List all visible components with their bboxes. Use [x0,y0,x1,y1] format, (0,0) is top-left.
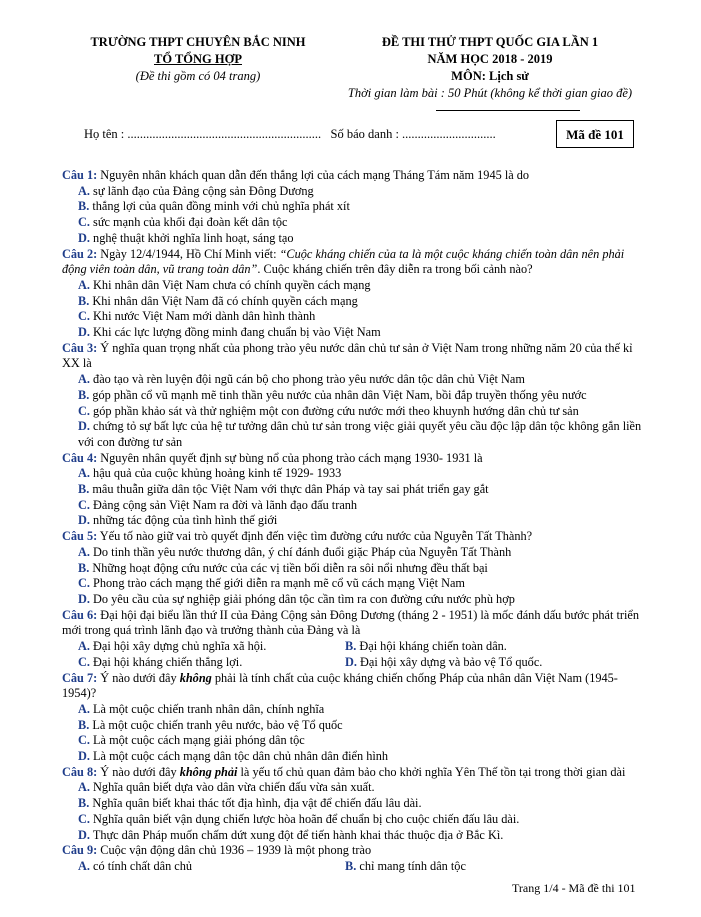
question-stem: Yếu tố nào giữ vai trò quyết định đến việc tìm đường cứu nước của Nguyễn Tất Thành? [97,529,533,544]
question-number: Câu 3: [62,340,98,355]
question-4 [62,451,644,530]
option-d [62,749,644,765]
option-a [62,780,644,796]
option-letter: D. [78,419,90,434]
question-emphasis: không [179,670,212,685]
question-stem-end: . Cuộc kháng chiến trên đây diễn ra trong bối cảnh nào? [257,262,533,277]
option-letter: A. [78,858,90,873]
option-a [78,639,345,655]
option-letter: A. [78,544,90,559]
option-text: hậu quả của cuộc khủng hoảng kinh tế 1929- 1933 [89,466,342,481]
option-letter: B. [345,858,357,873]
option-b [345,859,612,875]
option-text: thắng lợi của quân đồng minh với chủ nghĩa phát xít [89,199,350,214]
candidate-info [84,127,496,142]
question-stem: Đại hội đại biểu lần thứ II của Đảng Cộng sản Đông Dương (tháng 2 - 1951) là mốc đánh dấu bước phát triển mới trong quá trình lãnh đạo và trưởng thành của Đảng và là [62,607,640,638]
option-text: chứng tỏ sự bất lực của hệ tư tưởng dân chủ tư sản trong việc giải quyết yêu cầu độc lập dân tộc không gắn liền với con đường tư sản [78,419,642,449]
option-text: Là một cuộc cách mạng giải phóng dân tộc [89,733,305,748]
option-letter: D. [78,230,90,245]
option-letter: B. [78,560,90,575]
option-b [62,561,644,577]
question-9 [62,843,644,874]
option-text: mâu thuẫn giữa dân tộc Việt Nam với thực dân Pháp và tay sai phát triển gay gắt [89,482,489,497]
question-stem-end: phải là tính chất của cuộc kháng chiến chống Pháp của nhân dân Việt Nam (1945- 1954)? [62,670,618,701]
option-text: Thực dân Pháp muốn chấm dứt xung đột để tiến hành khai thác thuộc địa ở Bắc Kì. [89,827,504,842]
school-year: NĂM HỌC 2018 - 2019 [427,52,553,66]
name-field: Họ tên : .............................................................. [84,127,322,141]
option-c [62,498,644,514]
option-text: góp phần khảo sát và thử nghiệm một con đường cứu nước mới theo khuynh hướng dân chủ tư sản [89,403,579,418]
option-text: Là một cuộc chiến tranh nhân dân, chính nghĩa [89,701,325,716]
question-stem: Ý nào dưới đây [97,670,180,685]
option-text: Đại hội xây dựng và bảo vệ Tổ quốc. [356,654,543,669]
option-letter: B. [78,387,90,402]
option-row [62,639,644,655]
option-b [345,639,612,655]
option-text: Nghĩa quân biết vận dụng chiến lược hòa hoãn để chuẩn bị cho cuộc chiến đấu lâu dài. [89,811,520,826]
option-letter: B. [78,199,90,214]
option-b [62,199,644,215]
option-letter: B. [78,796,90,811]
question-number: Câu 2: [62,246,98,261]
option-letter: C. [78,733,90,748]
question-stem: Nguyên nhân quyết định sự bùng nổ của phong trào cách mạng 1930- 1931 là [97,450,483,465]
option-letter: D. [345,654,357,669]
option-text: Nghĩa quân biết khai thác tốt địa hình, địa vật để chiến đấu lâu dài. [89,796,422,811]
option-letter: B. [78,717,90,732]
header-right [330,34,650,102]
question-emphasis: không phải [179,764,238,779]
option-text: Do yêu cầu của sự nghiệp giải phóng dân tộc cần tìm ra con đường cứu nước phù hợp [89,591,515,606]
option-d [62,419,644,450]
question-number: Câu 6: [62,607,98,622]
option-letter: B. [78,293,90,308]
option-text: chỉ mang tính dân tộc [356,858,466,873]
option-letter: C. [78,497,90,512]
option-letter: A. [78,466,90,481]
question-number: Câu 5: [62,529,98,544]
option-text: Đại hội kháng chiến thắng lợi. [89,654,243,669]
option-letter: B. [345,639,357,654]
exam-code-box: Mã đề 101 [556,120,634,148]
option-letter: D. [78,513,90,528]
duration: Thời gian làm bài : 50 Phút (không kể thời gian giao đề) [347,86,633,100]
school-name: TRƯỜNG THPT CHUYÊN BẮC NINH [90,35,306,49]
option-c [62,576,644,592]
question-quote: “Cuộc kháng chiến của ta là một cuộc kháng chiến toàn dân nên phải động viên toàn dân, vũ trang toàn dân” [62,246,625,277]
question-stem-end: là yếu tố chủ quan đảm bảo cho khởi nghĩa Yên Thế tồn tại trong thời gian dài [237,764,626,779]
option-text: Khi các lực lượng đồng minh đang chuẩn bị vào Việt Nam [89,325,381,340]
department-name: TỔ TỔNG HỢP [154,52,242,66]
option-a [62,372,644,388]
option-c [62,404,644,420]
option-letter: D. [78,749,90,764]
option-d [62,325,644,341]
option-letter: D. [78,325,90,340]
header-left [48,34,348,85]
option-a [62,466,644,482]
option-a [62,702,644,718]
option-row [62,859,644,875]
exam-title: ĐỀ THI THỬ THPT QUỐC GIA LẦN 1 [381,35,599,49]
option-d [62,828,644,844]
question-number: Câu 8: [62,764,98,779]
option-b [62,718,644,734]
pages-note: (Đề thi gồm có 04 trang) [135,69,261,83]
option-a [78,859,345,875]
option-letter: B. [78,482,90,497]
option-text: sự lãnh đạo của Đảng cộng sản Đông Dương [89,183,314,198]
option-text: Nghĩa quân biết dựa vào dân vừa chiến đấu vừa sản xuất. [89,780,375,795]
option-b [62,796,644,812]
option-text: đào tạo và rèn luyện đội ngũ cán bộ cho phong trào yêu nước dân tộc dân chủ Việt Nam [89,372,525,387]
option-letter: C. [78,654,90,669]
option-text: Khi nhân dân Việt Nam chưa có chính quyền cách mạng [89,277,371,292]
option-text: Phong trào cách mạng thế giới diễn ra mạnh mẽ cổ vũ cách mạng Việt Nam [89,576,465,591]
question-3 [62,341,644,451]
option-c [78,655,345,671]
option-c [62,733,644,749]
option-text: Là một cuộc chiến tranh yêu nước, bảo vệ Tổ quốc [89,717,343,732]
question-7 [62,671,644,765]
question-stem: Ý nghĩa quan trọng nhất của phong trào yêu nước dân chủ tư sản ở Việt Nam trong những năm 20 của thế kỉ XX là [62,340,633,371]
option-row [62,655,644,671]
option-letter: C. [78,403,90,418]
question-number: Câu 1: [62,168,98,182]
option-d [345,655,612,671]
option-text: Là một cuộc cách mạng dân tộc dân chủ nhân dân điển hình [89,749,389,764]
question-2 [62,247,644,341]
option-b [62,388,644,404]
option-text: Khi nước Việt Nam mới dành dân hình thành [89,309,316,324]
option-text: sức mạnh của khối đại đoàn kết dân tộc [89,215,288,230]
question-8 [62,765,644,844]
option-letter: A. [78,277,90,292]
option-letter: C. [78,811,90,826]
option-text: Đảng cộng sản Việt Nam ra đời và lãnh đạo đấu tranh [89,497,358,512]
question-number: Câu 7: [62,670,98,685]
option-a [62,545,644,561]
question-stem: Cuộc vận động dân chủ 1936 – 1939 là một phong trào [97,843,372,858]
option-a [62,184,644,200]
option-letter: A. [78,183,90,198]
option-d [62,231,644,247]
option-c [62,309,644,325]
option-letter: D. [78,591,90,606]
option-letter: A. [78,639,90,654]
option-d [62,513,644,529]
option-b [62,482,644,498]
option-text: Những hoạt động cứu nước của các vị tiền bối diễn ra sôi nổi nhưng đều thất bại [89,560,488,575]
option-letter: C. [78,215,90,230]
subject: MÔN: Lịch sử [451,69,529,83]
question-stem: Ngày 12/4/1944, Hồ Chí Minh viết: [97,246,280,261]
question-stem: Ý nào dưới đây [97,764,180,779]
option-letter: D. [78,827,90,842]
question-stem: Nguyên nhân khách quan dẫn đến thắng lợi của cách mạng Tháng Tám năm 1945 là do [97,168,530,182]
option-letter: A. [78,372,90,387]
question-6 [62,608,644,671]
option-text: Khi nhân dân Việt Nam đã có chính quyền cách mạng [89,293,358,308]
option-c [62,812,644,828]
option-text: nghệ thuật khởi nghĩa linh hoạt, sáng tạo [89,230,294,245]
question-list [62,168,644,875]
question-number: Câu 4: [62,450,98,465]
option-text: Đại hội xây dựng chủ nghĩa xã hội. [89,639,267,654]
option-text: những tác động của tình hình thế giới [89,513,278,528]
option-d [62,592,644,608]
option-b [62,294,644,310]
option-letter: C. [78,576,90,591]
option-c [62,215,644,231]
id-field: Số báo danh : .............................. [330,127,496,141]
option-a [62,278,644,294]
question-number: Câu 9: [62,843,98,858]
page-footer: Trang 1/4 - Mã đề thi 101 [512,881,636,895]
option-letter: A. [78,780,90,795]
option-letter: C. [78,309,90,324]
option-text: có tính chất dân chủ [89,858,193,873]
header-divider [436,110,580,111]
question-1 [62,168,644,247]
question-5 [62,529,644,608]
option-letter: A. [78,701,90,716]
option-text: Do tinh thần yêu nước thương dân, ý chí đánh đuổi giặc Pháp của Nguyễn Tất Thành [89,544,512,559]
option-text: Đại hội kháng chiến toàn dân. [356,639,507,654]
option-text: góp phần cổ vũ mạnh mẽ tinh thần yêu nước của nhân dân Việt Nam, bồi đắp truyền thống yêu nước [89,387,587,402]
